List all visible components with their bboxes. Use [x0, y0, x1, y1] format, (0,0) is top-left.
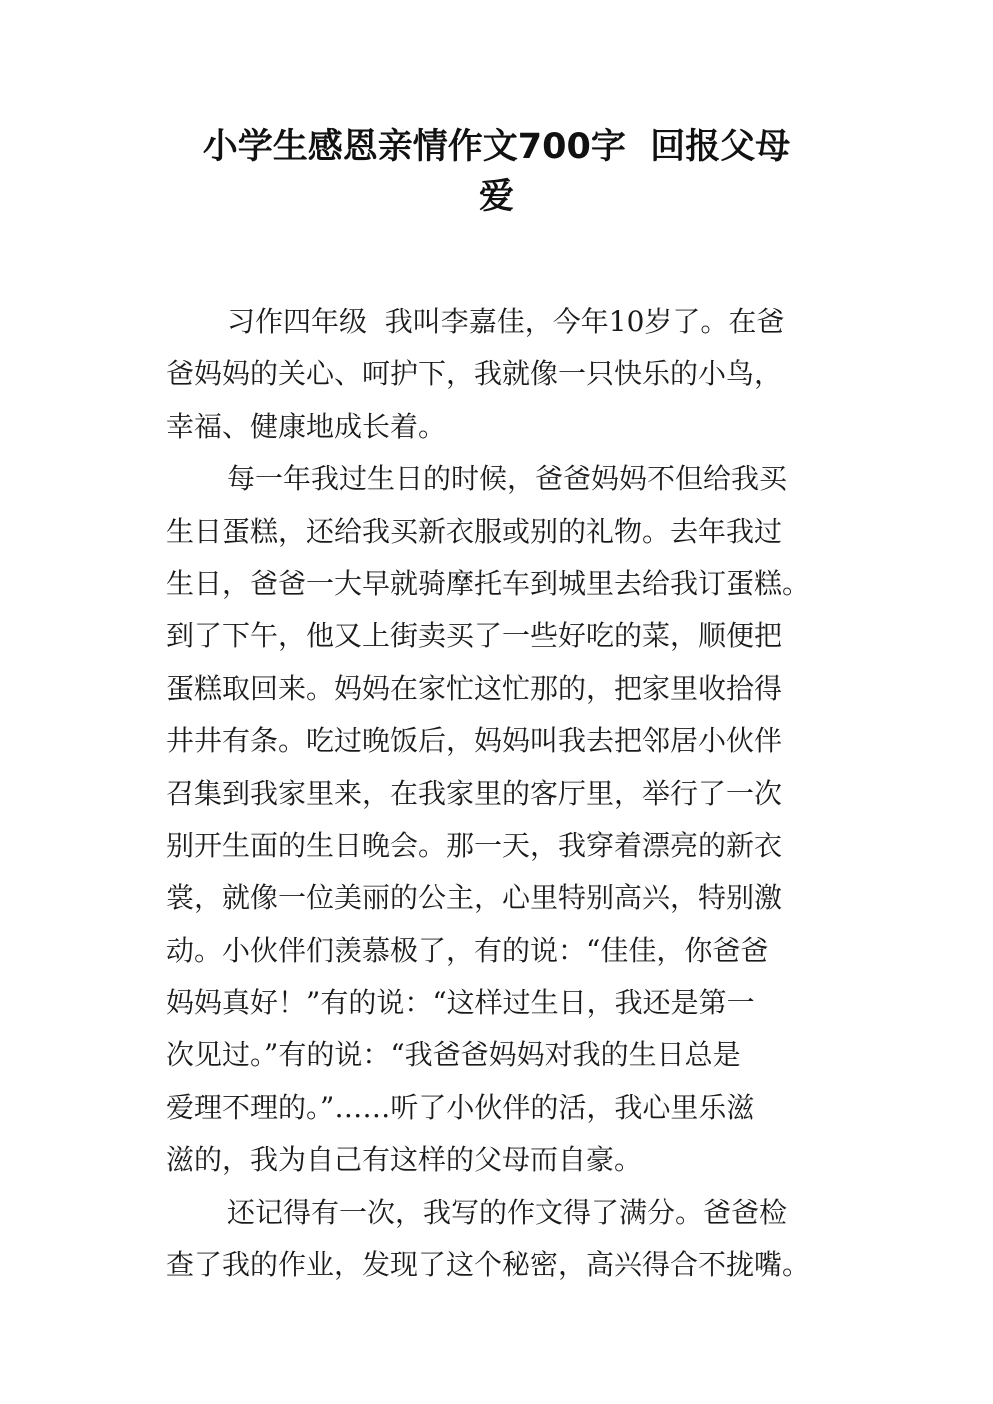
document-title — [150, 122, 843, 222]
text-line: 爸妈妈的关心、呵护下，我就像一只快乐的小鸟， — [166, 357, 783, 391]
text-line: 查了我的作业，发现了这个秘密，高兴得合不拢嘴。 — [166, 1248, 811, 1282]
text-line: 生日，爸爸一大早就骑摩托车到城里去给我订蛋糕。 — [166, 566, 811, 600]
text-line: 还记得有一次，我写的作文得了满分。爸爸检 — [227, 1195, 788, 1229]
text-line: 召集到我家里来，在我家里的客厅里，举行了一次 — [166, 776, 783, 810]
text-line: 习作四年级 我叫李嘉佳，今年10岁了。在爸 — [227, 305, 785, 338]
text-line: 滋的，我为自己有这样的父母而自豪。 — [166, 1143, 643, 1177]
title-line-2: 爱 — [478, 177, 514, 217]
text-line: 到了下午，他又上街卖买了一些好吃的菜，顺便把 — [166, 619, 783, 653]
document-body — [166, 296, 846, 1291]
text-line: 生日蛋糕，还给我买新衣服或别的礼物。去年我过 — [166, 514, 783, 548]
text-line: 爱理不理的。”……听了小伙伴的活，我心里乐滋 — [166, 1090, 755, 1124]
text-line: 幸福、健康地成长着。 — [166, 409, 447, 443]
text-line: 动。小伙伴们羡慕极了，有的说：“佳佳，你爸爸 — [166, 933, 769, 967]
text-line: 蛋糕取回来。妈妈在家忙这忙那的，把家里收拾得 — [166, 671, 783, 705]
text-line: 妈妈真好！”有的说：“这样过生日，我还是第一 — [166, 986, 755, 1020]
text-line: 井井有条。吃过晚饭后，妈妈叫我去把邻居小伙伴 — [166, 724, 783, 758]
text-line: 每一年我过生日的时候，爸爸妈妈不但给我买 — [227, 462, 788, 496]
text-line: 裳，就像一位美丽的公主，心里特别高兴，特别激 — [166, 881, 783, 915]
text-line: 别开生面的生日晚会。那一天，我穿着漂亮的新衣 — [166, 828, 783, 862]
title-line-1: 小学生感恩亲情作文700字 回报父母 — [202, 127, 791, 167]
text-line: 次见过。”有的说：“我爸爸妈妈对我的生日总是 — [166, 1038, 741, 1072]
